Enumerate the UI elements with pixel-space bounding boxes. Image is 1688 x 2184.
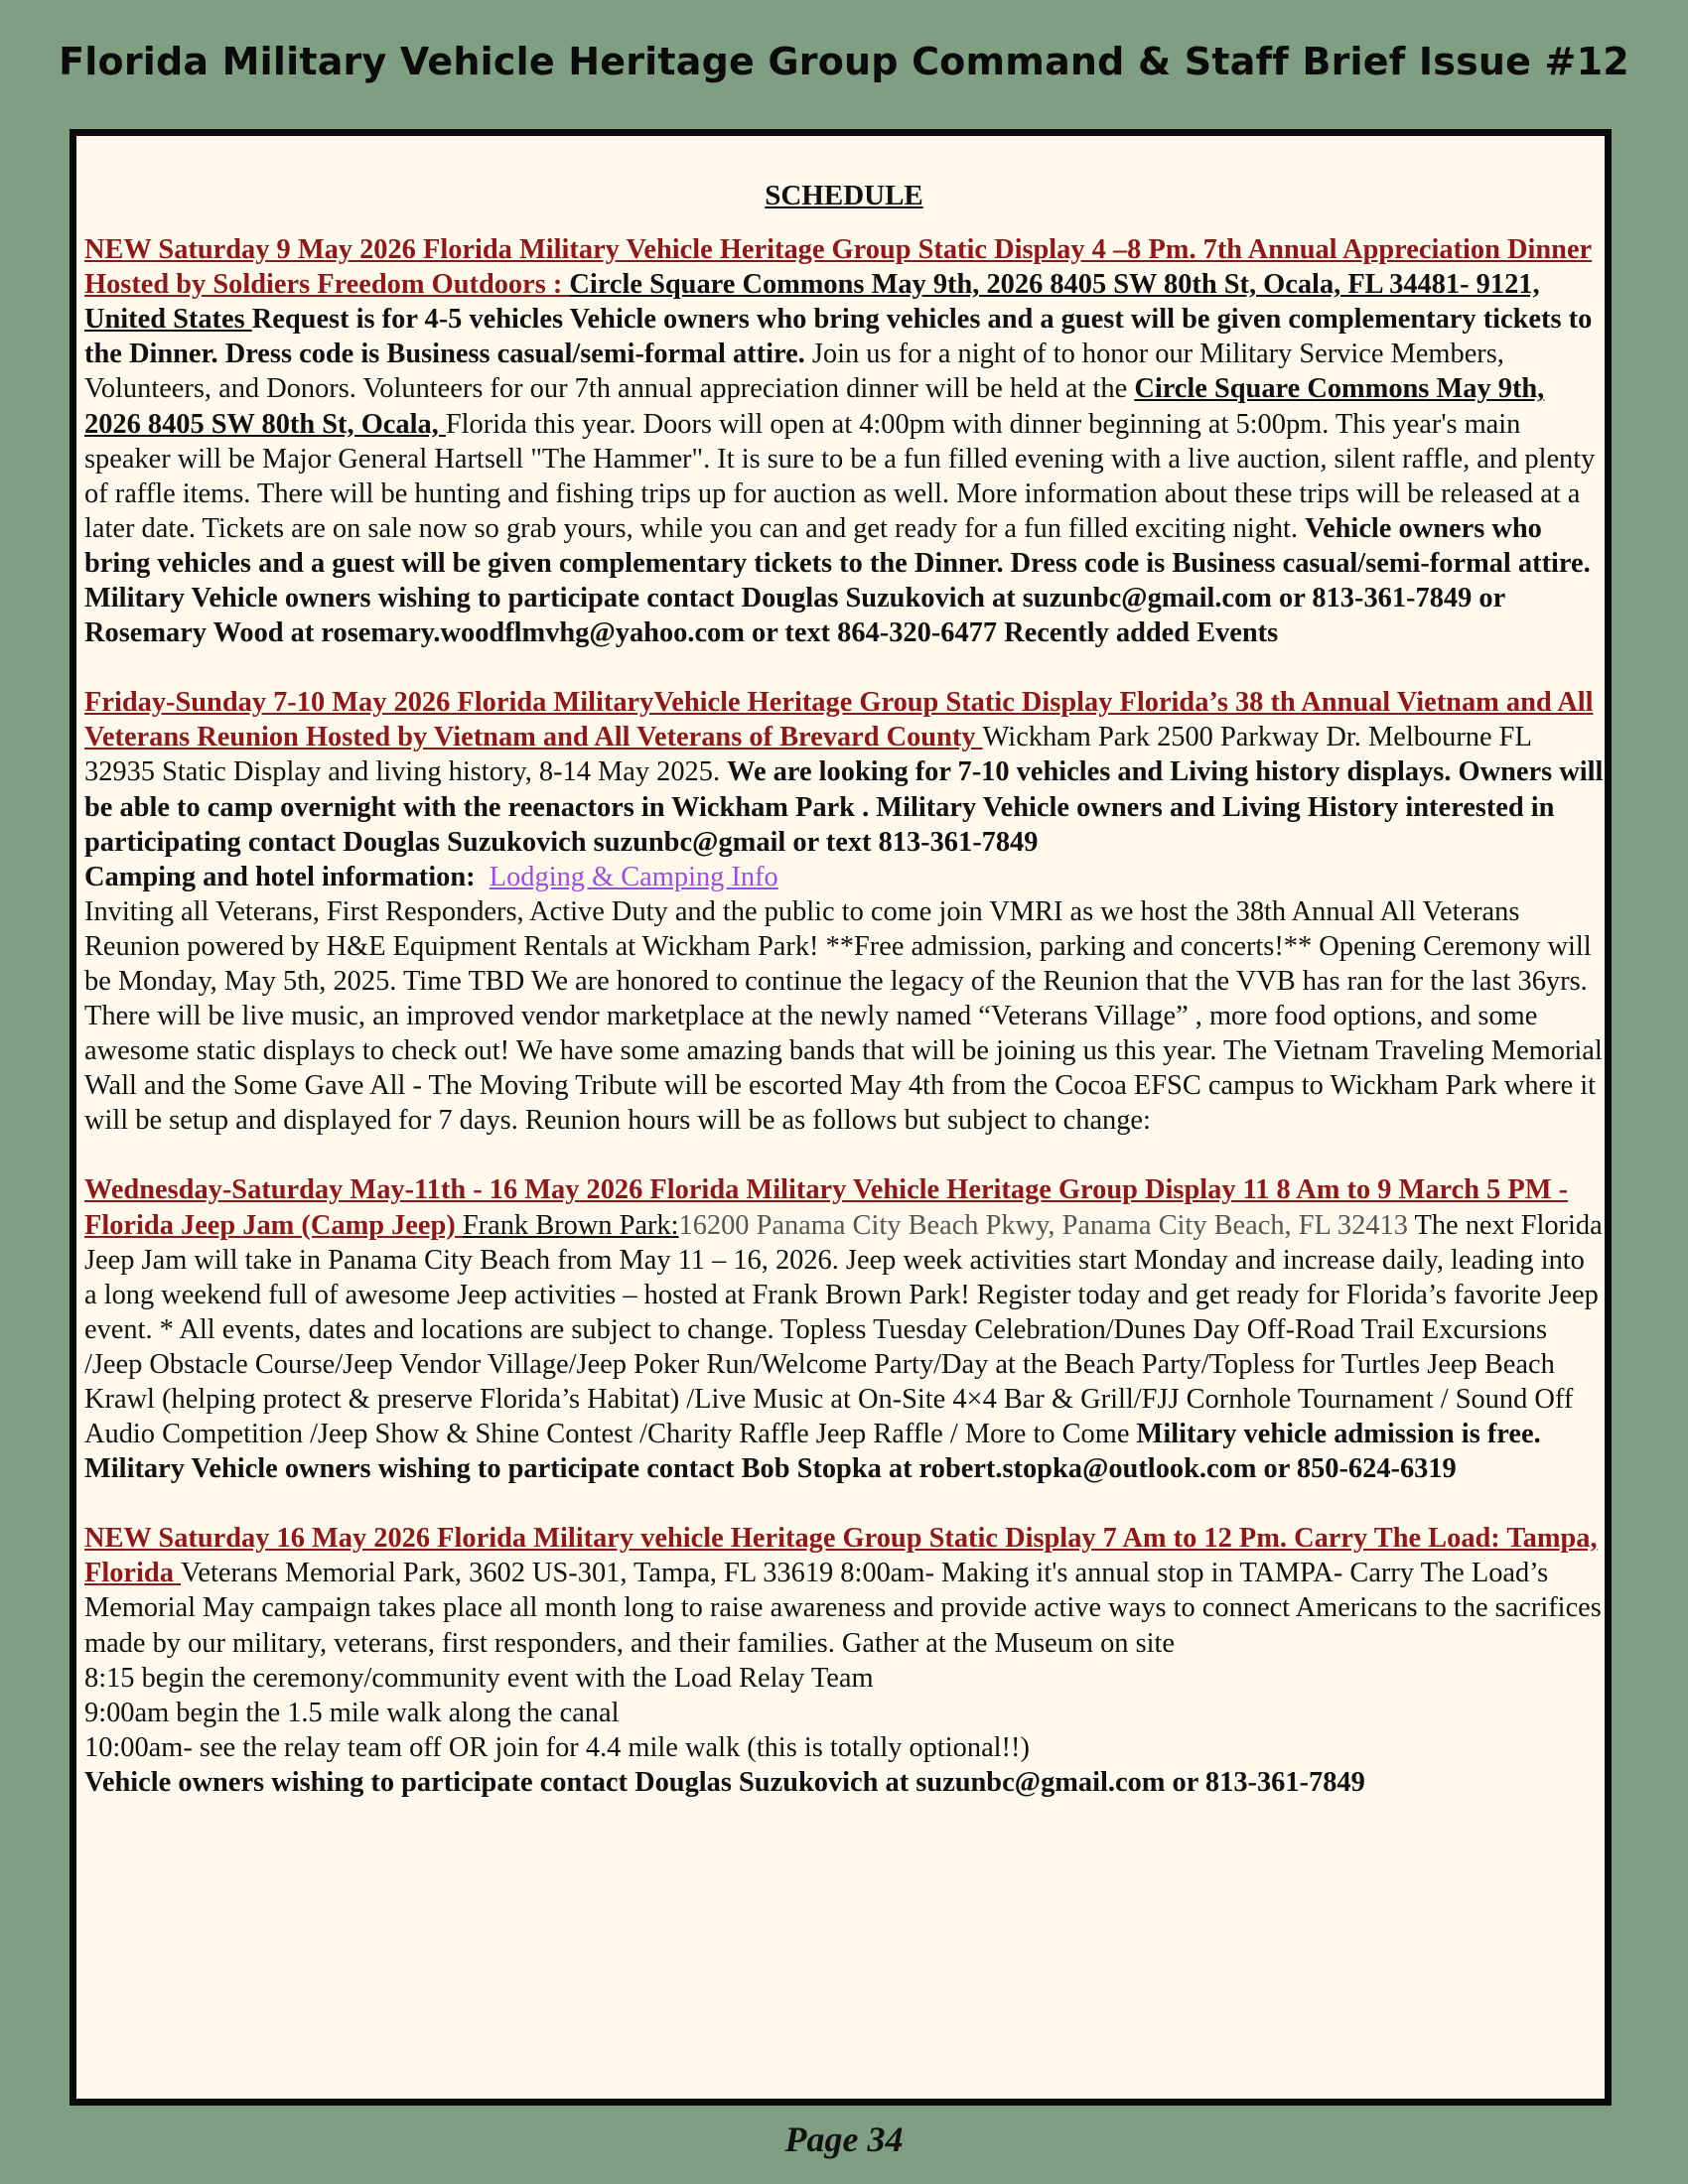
schedule-line: 9:00am begin the 1.5 mile walk along the canal [84,1697,620,1728]
event-dinner-ocala [84,232,1604,650]
event-heading: Wednesday-Saturday May-11th - 16 May 2026 Florida Military Vehicle Heritage Group Display 11 8 Am to 9 March 5 PM - Florida Jeep Jam (Camp Jeep) [84,1174,1569,1241]
event-heading: NEW Saturday 9 May 2026 Florida Military Vehicle Heritage Group Static Display 4 –8 Pm. 7th Annual Appreciation Dinner Hosted by Soldiers Freedom Outdoors : [84,234,1593,301]
event-contact: We are looking for 7-10 vehicles and Living history displays. Owners will be able to camp overnight with the reenactors in Wickham Park . Military Vehicle owners and Living History interested in participating contact Douglas Suzukovich suzunbc@gmail or text 813-361-7849 [84,756,1604,858]
event-carry-the-load [84,1521,1604,1660]
newsletter-header: Florida Military Vehicle Heritage Group Command & Staff Brief Issue #12 [59,40,1629,83]
event-description-cont: Florida this year. Doors will open at 4:00pm with dinner beginning at 5:00pm. This year's main speaker will be Major General Hartsell "The Hammer". It is sure to be a fun filled evening with a live auction, silent raffle, and plenty of raffle items. There will be hunting and fishing trips up for auction as well. More information about these trips will be released at a later date. Tickets are on sale now so grab yours, while you can and get ready for a fun filled exciting night. [84,408,1596,544]
event-veterans-reunion [84,685,1604,859]
event-description: Veterans Memorial Park, 3602 US-301, Tampa, FL 33619 8:00am- Making it's annual stop in TAMPA- Carry The Load’s Memorial May campaign takes place all month long to raise awareness and provide active ways to connect Americans to the sacrifices made by our military, veterans, first responders, and their families. Gather at the Museum on site [84,1558,1602,1659]
event-description: Join us for a night of to honor our Military Service Members, Volunteers, and Donors. Volunteers for our 7th annual appreciation dinner will be held at the [84,339,1504,405]
schedule-line: 8:15 begin the ceremony/community event with the Load Relay Team [84,1662,874,1694]
event-description: The next Florida Jeep Jam will take in Panama City Beach from May 11 – 16, 2026. Jeep week activities start Monday and increase daily, leading into a long weekend full of awesome Jeep activities – hosted at Frank Brown Park! Register today and get ready for Florida’s favorite Jeep event. * All events, dates and locations are subject to change. Topless Tuesday Celebration/Dunes Day Off-Road Trail Excursions /Jeep Obstacle Course/Jeep Vendor Village/Jeep Poker Run/Welcome Party/Day at the Beach Party/Topless for Turtles Jeep Beach Krawl (helping protect & preserve Florida’s Habitat) /Live Music at On-Site 4×4 Bar & Grill/FJJ Cornhole Tournament / Sound Off Audio Competition /Jeep Show & Shine Contest /Charity Raffle Jeep Raffle / More to Come [84,1209,1603,1450]
event-venue: Frank Brown Park: [462,1209,679,1241]
schedule-line: 10:00am- see the relay team off OR join for 4.4 mile walk (this is totally optional!!) [84,1731,1030,1763]
event-heading: Friday-Sunday 7-10 May 2026 Florida MilitaryVehicle Heritage Group Static Display Florida’s 38 th Annual Vietnam and All Veterans Reunion Hosted by Vietnam and All Veterans of Brevard County [84,687,1594,753]
event-contact: Vehicle owners who bring vehicles and a guest will be given complementary tickets to the Dinner. Dress code is Business casual/semi-formal attire. Military Vehicle owners wishing to participate contact Douglas Suzukovich at suzunbc@gmail.com or 813-361-7849 or Rosemary Wood at rosemary.woodflmvhg@yahoo.com or text 864-320-6477 Recently added Events [84,512,1591,649]
event-participation-note: Request is for 4-5 vehicles Vehicle owners who bring vehicles and a guest will be given complementary tickets to the Dinner. Dress code is Business casual/semi-formal attire. [84,304,1593,370]
event-description: Inviting all Veterans, First Responders, Active Duty and the public to come join VMRI as we host the 38th Annual All Veterans Reunion powered by H&E Equipment Rentals at Wickham Park! **Free admission, parking and concerts!** Opening Ceremony will be Monday, May 5th, 2025. Time TBD We are honored to continue the legacy of the Reunion that the VVB has ran for the last 36yrs. There will be live music, an improved vendor marketplace at the newly named “Veterans Village” , more food options, and some awesome static displays to check out! We have some amazing bands that will be joining us this year. The Vietnam Traveling Memorial Wall and the Some Gave All - The Moving Tribute will be escorted May 4th from the Cocoa EFSC campus to Wickham Park where it will be setup and displayed for 7 days. Reunion hours will be as follows but subject to change: [84,895,1603,1137]
event-contact: Vehicle owners wishing to participate contact Douglas Suzukovich at suzunbc@gmail.com or 813-361-7849 [84,1766,1365,1798]
schedule-content [84,179,1604,1800]
event-venue-repeat: Circle Square Commons May 9th, 2026 8405 SW 80th St, Ocala, [84,373,1545,440]
lodging-camping-link[interactable]: Lodging & Camping Info [489,861,778,892]
event-location: Wickham Park 2500 Parkway Dr. Melbourne FL 32935 Static Display and living history, 8-14 May 2025. [84,722,1531,788]
camping-info-line [84,860,1604,894]
camping-label: Camping and hotel information: [84,861,476,892]
event-venue: Circle Square Commons May 9th, 2026 8405 SW 80th St, Ocala, FL 34481- 9121, United States [84,269,1540,336]
event-address: 16200 Panama City Beach Pkwy, Panama City Beach, FL 32413 [678,1209,1408,1241]
section-title: SCHEDULE [765,180,923,211]
page-number: Page 34 [784,2119,904,2159]
event-jeep-jam [84,1172,1604,1486]
event-contact: Military vehicle admission is free. Military Vehicle owners wishing to participate contact Bob Stopka at robert.stopka@outlook.com or 850-624-6319 [84,1419,1541,1485]
event-heading: NEW Saturday 16 May 2026 Florida Military vehicle Heritage Group Static Display 7 Am to 12 Pm. Carry The Load: Tampa, Florida [84,1523,1598,1589]
